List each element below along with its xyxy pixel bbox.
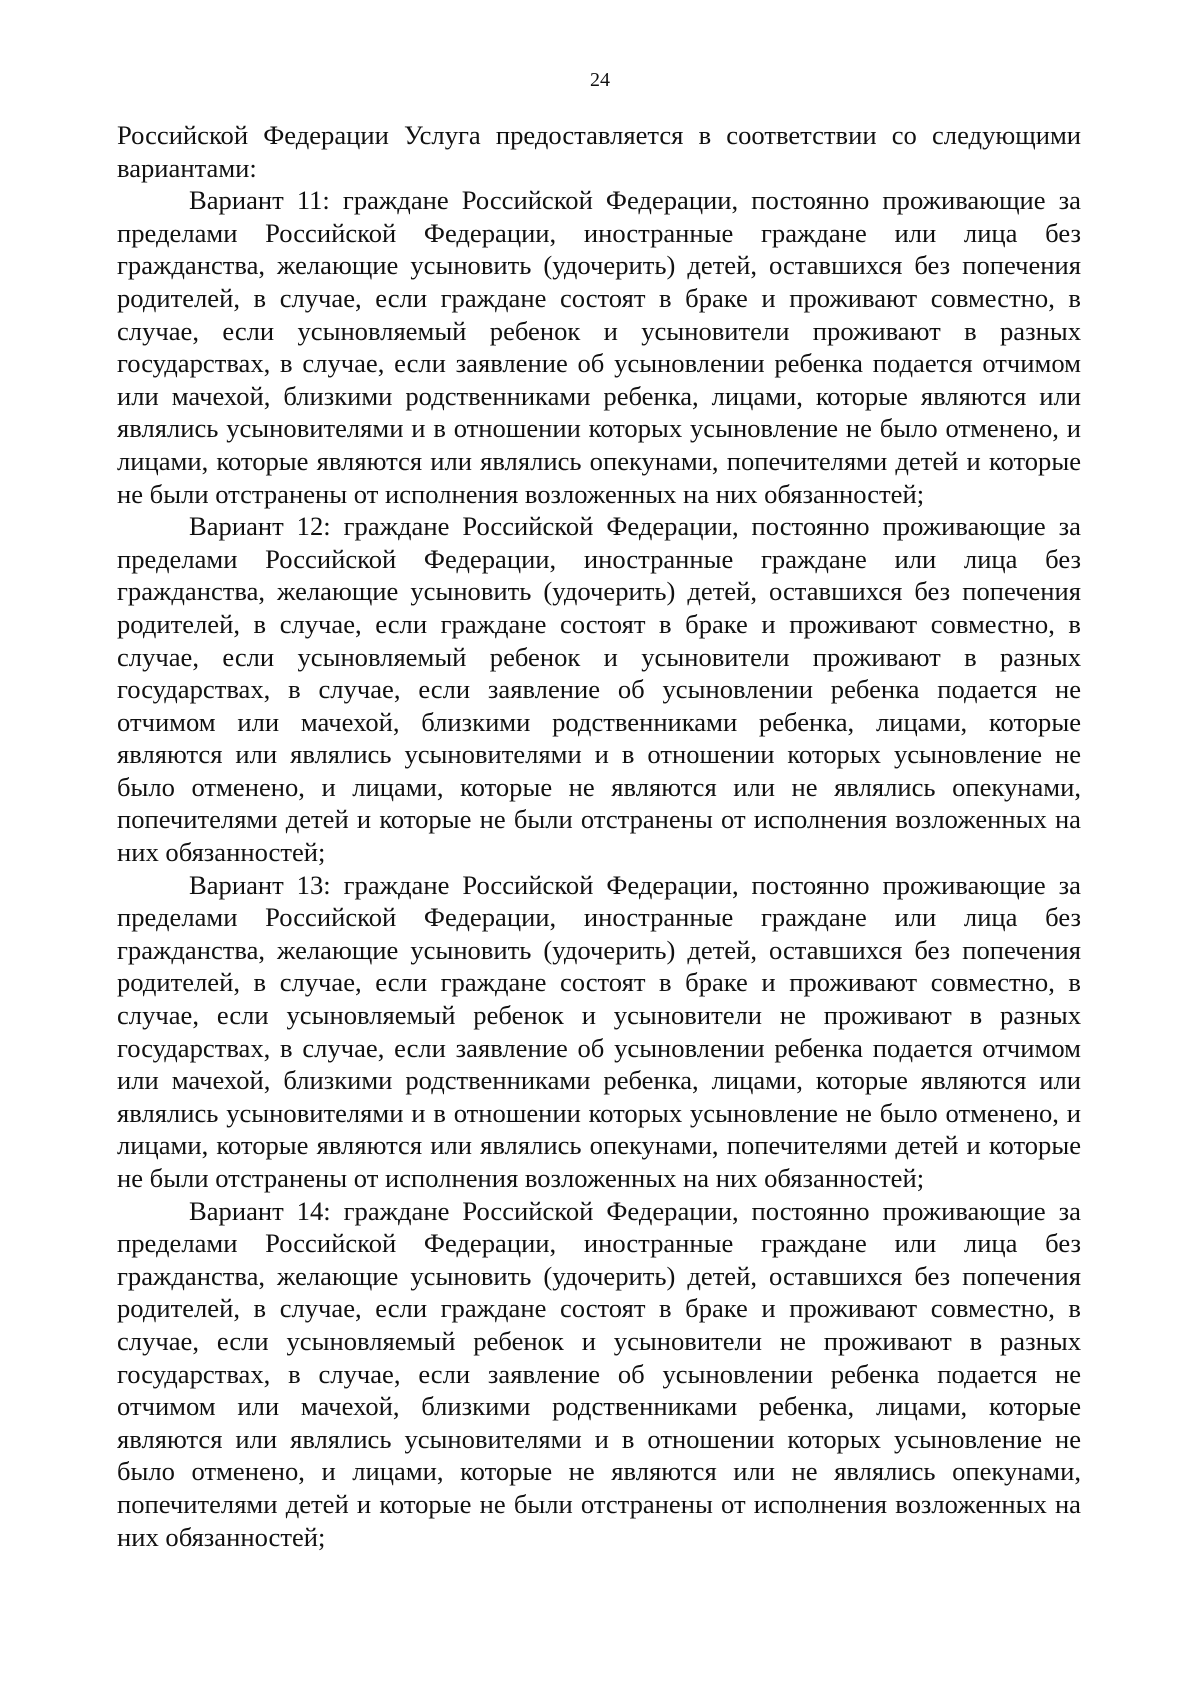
paragraph-continuation: Российской Федерации Услуга предоставляется в соответствии со следующими вариантами: bbox=[117, 120, 1081, 183]
paragraph-variant-12: Вариант 12: граждане Российской Федерации, постоянно проживающие за пределами Российской Федерации, иностранные граждане или лица без гражданства, желающие усыновить (удочерить) детей, оставшихся без попечения родителей, в случае, если граждане состоят в браке и проживают совместно, в случае, если усыновляемый ребенок и усыновители проживают в разных государствах, в случае, если заявление об усыновлении ребенка подается не отчимом или мачехой, близкими родственниками ребенка, лицами, которые являются или являлись усыновителями и в отношении которых усыновление не было отменено, и лицами, которые не являются или не являлись опекунами, попечителями детей и которые не были отстранены от исполнения возложенных на них обязанностей; bbox=[117, 511, 1081, 868]
paragraph-variant-11: Вариант 11: граждане Российской Федерации, постоянно проживающие за пределами Российской Федерации, иностранные граждане или лица без гражданства, желающие усыновить (удочерить) детей, оставшихся без попечения родителей, в случае, если граждане состоят в браке и проживают совместно, в случае, если усыновляемый ребенок и усыновители проживают в разных государствах, в случае, если заявление об усыновлении ребенка подается отчимом или мачехой, близкими родственниками ребенка, лицами, которые являются или являлись усыновителями и в отношении которых усыновление не было отменено, и лицами, которые являются или являлись опекунами, попечителями детей и которые не были отстранены от исполнения возложенных на них обязанностей; bbox=[117, 185, 1081, 509]
paragraph-variant-14: Вариант 14: граждане Российской Федерации, постоянно проживающие за пределами Российской Федерации, иностранные граждане или лица без гражданства, желающие усыновить (удочерить) детей, оставшихся без попечения родителей, в случае, если граждане состоят в браке и проживают совместно, в случае, если усыновляемый ребенок и усыновители не проживают в разных государствах, в случае, если заявление об усыновлении ребенка подается не отчимом или мачехой, близкими родственниками ребенка, лицами, которые являются или являлись усыновителями и в отношении которых усыновление не было отменено, и лицами, которые не являются или не являлись опекунами, попечителями детей и которые не были отстранены от исполнения возложенных на них обязанностей; bbox=[117, 1195, 1081, 1552]
paragraph-variant-13: Вариант 13: граждане Российской Федерации, постоянно проживающие за пределами Российской Федерации, иностранные граждане или лица без гражданства, желающие усыновить (удочерить) детей, оставшихся без попечения родителей, в случае, если граждане состоят в браке и проживают совместно, в случае, если усыновляемый ребенок и усыновители не проживают в разных государствах, в случае, если заявление об усыновлении ребенка подается отчимом или мачехой, близкими родственниками ребенка, лицами, которые являются или являлись усыновителями и в отношении которых усыновление не было отменено, и лицами, которые являются или являлись опекунами, попечителями детей и которые не были отстранены от исполнения возложенных на них обязанностей; bbox=[117, 869, 1081, 1193]
page-number: 24 bbox=[590, 69, 610, 91]
document-body bbox=[117, 119, 1081, 1553]
